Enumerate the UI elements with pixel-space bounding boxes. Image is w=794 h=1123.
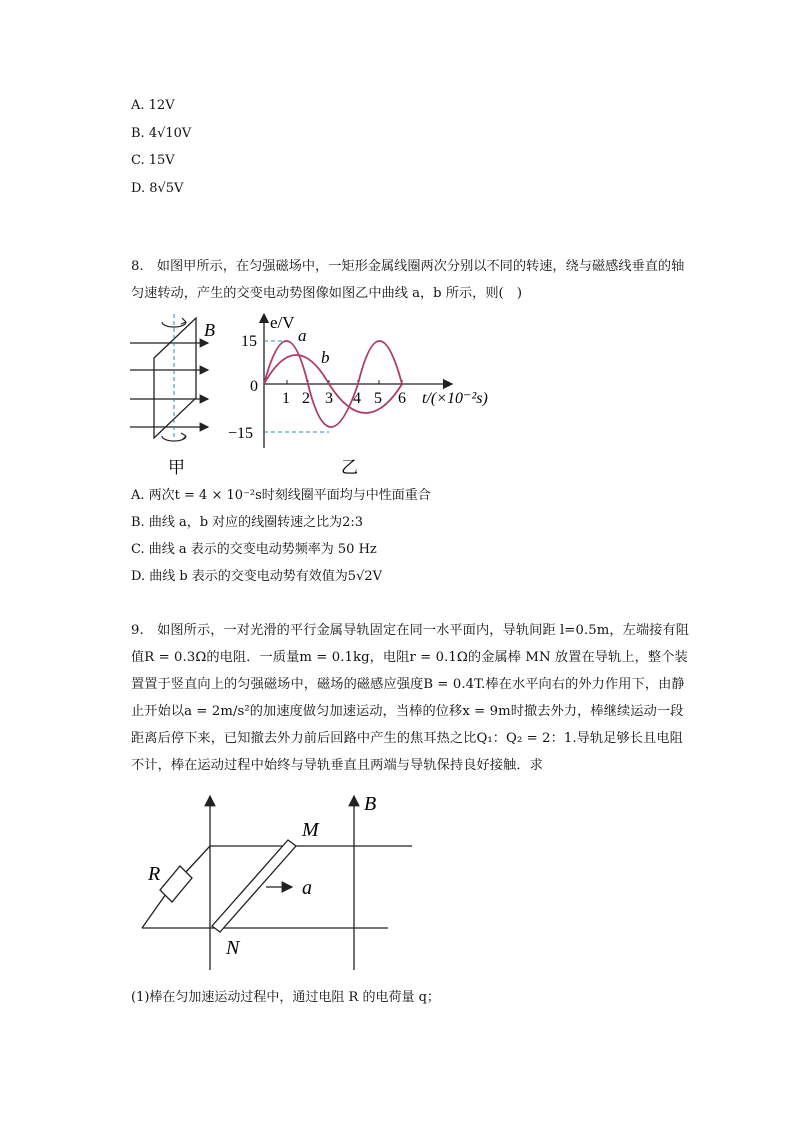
q7-option-c: C. 15V (131, 153, 175, 168)
q7-option-b: B. 4√10V (131, 126, 192, 141)
x-tick-3: 3 (325, 390, 333, 407)
y-tick-neg15: −15 (228, 425, 254, 442)
figure-caption-yi: 乙 (341, 458, 358, 477)
label-m: M (302, 819, 319, 841)
q8-option-b: B. 曲线 a，b 对应的线圈转速之比为2:3 (131, 515, 364, 530)
q9-stem: 9. 如图所示，一对光滑的平行金属导轨固定在同一水平面内，导轨间距 l=0.5m，左端接有阻值R = 0.3Ω的电阻．一质量m = 0.1kg，电阻r = 0.1Ω的金属棒 MN 放置在导轨上，整个装置置于竖直向上的匀强磁场中，磁场的磁感应强度B = 0.4T.棒在水平向右的外力作用下，由静止开始以a = 2m/s²的加速度做匀加速运动，当棒的位移x = 9m时撤去外力，棒继续运动一段距离后停下来，已知撤去外力前后回路中产生的焦耳热之比Q₁：Q₂ = 2：1.导轨足够长且电阻不计，棒在运动过程中始终与导轨垂直且两端与导轨保持良好接触．求 (131, 623, 690, 773)
curve-a-label: a (298, 326, 307, 345)
x-tick-1: 1 (282, 390, 290, 407)
coil-frame (154, 318, 196, 438)
q8-stem: 8. 如图甲所示，在匀强磁场中，一矩形金属线圈两次分别以不同的转速，绕与磁感线垂直的轴匀速转动，产生的交变电动势图像如图乙中曲线 a，b 所示，则( ) (131, 259, 685, 301)
q8-figure-yi (228, 308, 518, 478)
y-tick-15: 15 (241, 333, 257, 350)
q8-option-c: C. 曲线 a 表示的交变电动势频率为 50 Hz (131, 542, 377, 557)
q9-figure (140, 790, 430, 980)
x-tick-5: 5 (374, 390, 382, 407)
y-tick-0: 0 (250, 378, 258, 395)
y-axis-label: e/V (270, 313, 295, 332)
figure-caption-jia: 甲 (168, 458, 185, 477)
q7-option-d: D. 8√5V (131, 181, 184, 196)
q8-option-a: A. 两次t = 4 × 10⁻²s时刻线圈平面均与中性面重合 (131, 488, 431, 503)
metal-rod-mn (212, 840, 296, 932)
field-label: B (204, 320, 215, 340)
label-b: B (364, 793, 377, 815)
q8-option-d: D. 曲线 b 表示的交变电动势有效值为5√2V (131, 569, 383, 584)
x-tick-2: 2 (302, 390, 310, 407)
q9-sub1: (1)棒在匀加速运动过程中，通过电阻 R 的电荷量 q； (131, 990, 440, 1005)
label-n: N (226, 937, 240, 959)
x-axis-label: t/(×10⁻²s) (422, 390, 488, 407)
x-tick-6: 6 (398, 390, 406, 407)
curve-b-label: b (321, 348, 330, 367)
q8-figure-jia (128, 310, 238, 480)
label-r: R (148, 863, 161, 885)
label-a: a (302, 877, 312, 899)
q7-option-a: A. 12V (131, 98, 175, 113)
x-tick-4: 4 (353, 390, 361, 407)
